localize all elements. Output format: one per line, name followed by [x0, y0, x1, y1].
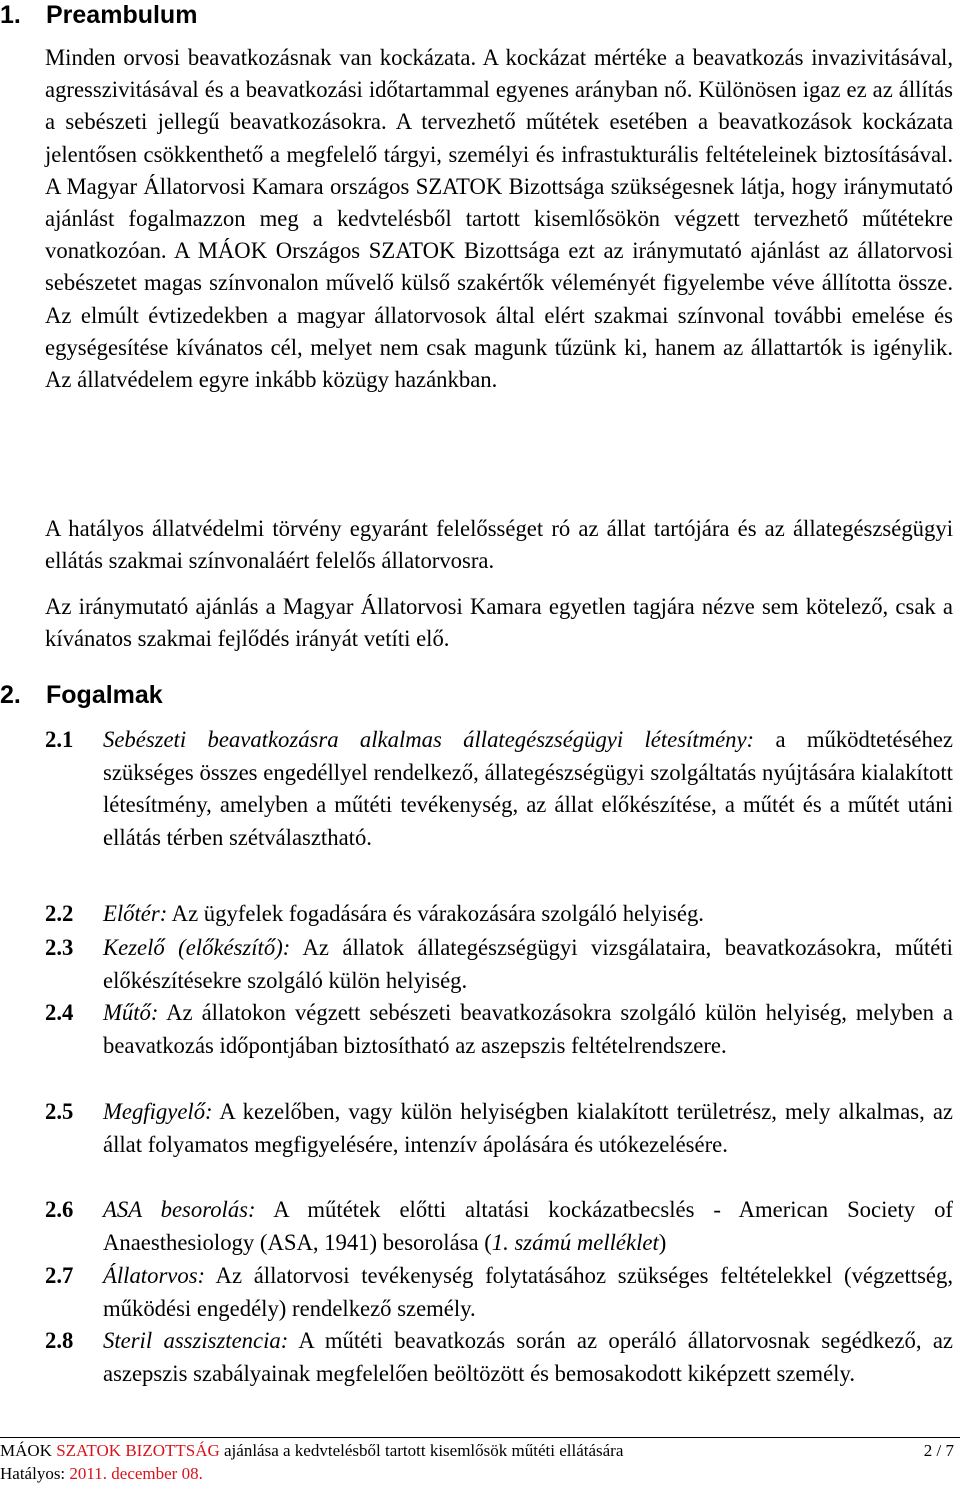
definition-item: [45, 1096, 953, 1161]
definition-body: [103, 1325, 953, 1390]
definition-text: Az állatorvosi tevékenység folytatásához szükséges feltételekkel (végzettség, működési engedély) rendelkező személy.: [103, 1263, 953, 1321]
definition-body: [103, 1096, 953, 1161]
definition-term: Megfigyelő:: [103, 1099, 213, 1124]
definition-number: 2.1: [45, 727, 74, 752]
definition-term: Kezelő (előkészítő):: [103, 935, 291, 960]
footer-rule: [0, 1437, 960, 1438]
definition-term: Sebészeti beavatkozásra alkalmas állategészségügyi létesítmény:: [103, 727, 755, 752]
definition-text: A műtéti beavatkozás során az operáló állatorvosnak segédkező, az aszepszis szabályainak megfelelően beöltözött és bemosakodott kiképzett személy.: [103, 1328, 953, 1386]
definition-term: Állatorvos:: [103, 1263, 206, 1288]
definition-body: [103, 898, 953, 931]
definition-item: [45, 898, 953, 931]
definition-number: 2.7: [45, 1263, 74, 1288]
section-number: 2.: [0, 681, 21, 709]
definition-body: [103, 932, 953, 997]
definition-text: a működtetéséhez szükséges összes engedéllyel rendelkező, állategészségügyi szolgáltatás nyújtására kialakított létesítmény, amelyben a műtéti tevékenység, az állat előkészítése, a műtét és a műtét utáni ellátás térben szétválasztható.: [103, 727, 953, 850]
footer-title-line: [0, 1441, 960, 1461]
footer-org: MÁOK: [0, 1441, 52, 1460]
definition-number: 2.8: [45, 1328, 74, 1353]
definition-term: Műtő:: [103, 1000, 159, 1025]
page-number: 2 / 7: [923, 1441, 954, 1460]
footer-committee: SZATOK BIZOTTSÁG: [56, 1441, 220, 1460]
section-title: Fogalmak: [46, 681, 163, 709]
definition-body: [103, 997, 953, 1062]
definition-item: [45, 997, 953, 1062]
preamble-paragraph: Az iránymutató ajánlás a Magyar Állatorvosi Kamara egyetlen tagjára nézve sem kötelező, csak a kívánatos szakmai fejlődés irányát vetíti elő.: [45, 594, 953, 652]
definition-item: [45, 1194, 953, 1259]
definition-item: [45, 1260, 953, 1325]
section-title: Preambulum: [46, 1, 198, 29]
definition-text: A műtétek előtti altatási kockázatbecslés - American Society of Anaesthesiology (ASA, 1941) besorolása (: [103, 1197, 953, 1255]
definition-body: [103, 724, 953, 854]
preamble-paragraph: Minden orvosi beavatkozásnak van kockázata. A kockázat mértéke a beavatkozás invazivitásával, agresszivitásával és a beavatkozási időtartammal egyenes arányban nő. Különösen igaz ez az állítás a sebészeti jellegű beavatkozásokra. A tervezhető műtétek esetében a beavatkozások kockázata jelentősen csökkenthető a megfelelő tárgyi, személyi és infrastukturális feltételeinek biztosításával. A Magyar Állatorvosi Kamara országos SZATOK Bizottsága szükségesnek látja, hogy iránymutató ajánlást fogalmazzon meg a kedvtelésből tartott kisemlősökön végzett tervezhető műtétekre vonatkozóan. A MÁOK Országos SZATOK Bizottsága ezt az iránymutató ajánlást az állatorvosi sebészetet magas színvonalon művelő külső szakértők véleményét figyelembe véve állította össze. Az elmúlt évtizedekben a magyar állatorvosok által elért szakmai színvonal további emelése és egységesítése kívánatos cél, melyet nem csak magunk tűzünk ki, hanem az állattartók is igénylik. Az állatvédelem egyre inkább közügy hazánkban.: [45, 45, 953, 393]
definition-number: 2.4: [45, 1000, 74, 1025]
definition-text-end: ): [658, 1229, 667, 1255]
footer-effective-date: 2011. december 08.: [69, 1464, 203, 1483]
section-number: 1.: [0, 1, 21, 29]
annex-reference: 1. számú melléklet: [491, 1229, 659, 1255]
definition-item: [45, 932, 953, 997]
section-heading-fogalmak: [0, 680, 163, 710]
definition-text: Az állatokon végzett sebészeti beavatkozásokra szolgáló külön helyiség, melyben a beavatkozás időpontjában biztosítható az aszepszis feltételrendszere.: [103, 1000, 953, 1058]
definition-term: ASA besorolás:: [103, 1197, 256, 1222]
definition-item: [45, 724, 953, 854]
definition-text: Az állatok állategészségügyi vizsgálataira, beavatkozásokra, műtéti előkészítésekre szolgáló külön helyiség.: [103, 935, 953, 993]
section-heading-preambulum: [0, 0, 197, 30]
preamble-paragraph: A hatályos állatvédelmi törvény egyaránt felelősséget ró az állat tartójára és az állategészségügyi ellátás szakmai színvonaláért felelős állatorvosra.: [45, 516, 953, 574]
definition-body: [103, 1194, 953, 1259]
definition-term: Steril asszisztencia:: [103, 1328, 289, 1353]
definition-number: 2.6: [45, 1197, 74, 1222]
footer-description: ajánlása a kedvtelésből tartott kisemlősök műtéti ellátására: [224, 1441, 624, 1460]
definition-body: [103, 1260, 953, 1325]
footer-effective-label: Hatályos:: [0, 1464, 66, 1483]
definition-number: 2.2: [45, 901, 74, 926]
footer-effective-line: [0, 1464, 960, 1484]
definition-text: Az ügyfelek fogadására és várakozására szolgáló helyiség.: [167, 901, 704, 926]
definition-number: 2.3: [45, 935, 74, 960]
definition-number: 2.5: [45, 1099, 74, 1124]
definition-text: A kezelőben, vagy külön helyiségben kialakított területrész, mely alkalmas, az állat folyamatos megfigyelésére, intenzív ápolására és utókezelésére.: [103, 1099, 953, 1157]
definition-item: [45, 1325, 953, 1390]
definition-term: Előtér:: [103, 901, 168, 926]
